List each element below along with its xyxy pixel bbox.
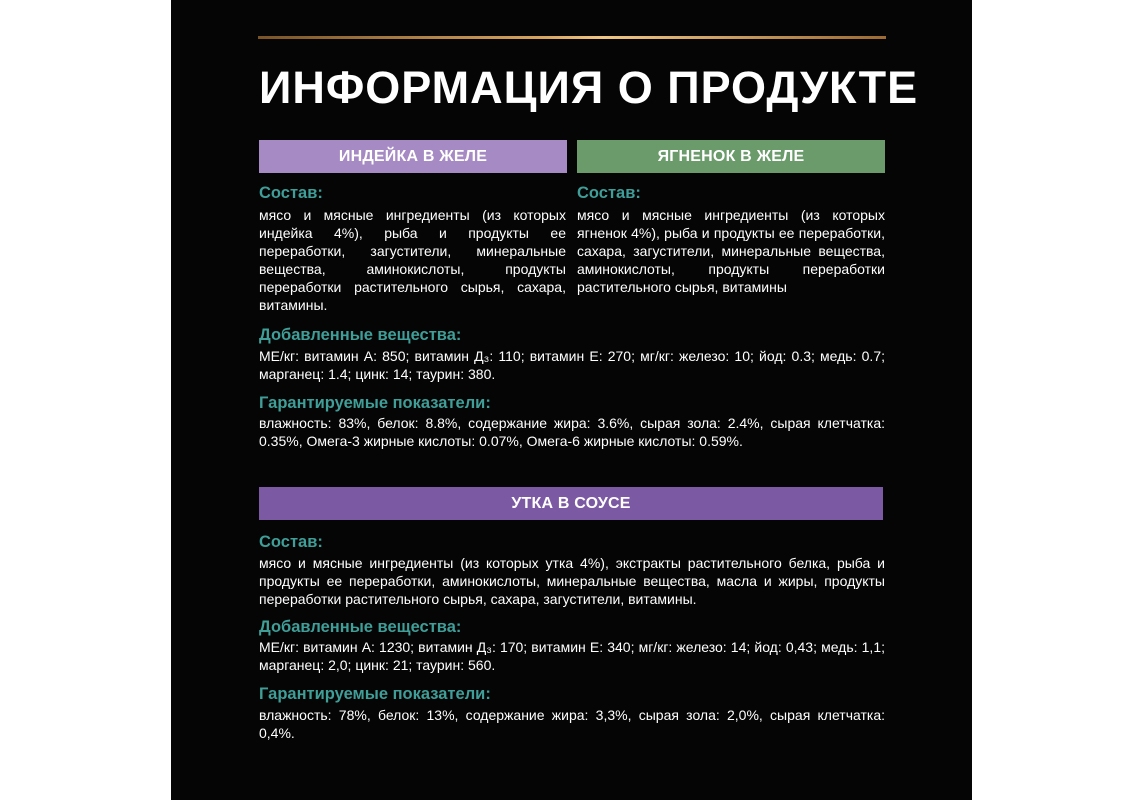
duck-composition-text: мясо и мясные ингредиенты (из которых утка 4%), экстракты растительного белка, рыба и продукты ее переработки, аминокислоты, минеральные вещества, масла и жиры, продукты переработки растительного сырья, сахара, загустители, витамины. bbox=[259, 555, 885, 607]
turkey-composition-heading: Состав: bbox=[259, 184, 323, 202]
product-info-panel bbox=[171, 0, 972, 800]
jelly-additives-heading: Добавленные вещества: bbox=[259, 326, 462, 344]
jelly-guaranteed-heading: Гарантируемые показатели: bbox=[259, 394, 491, 412]
duck-guaranteed-text: влажность: 78%, белок: 13%, содержание жира: 3,3%, сырая зола: 2,0%, сырая клетчатка: 0,4%. bbox=[259, 707, 885, 741]
lamb-composition-text: мясо и мясные ингредиенты (из которых ягненок 4%), рыба и продукты ее переработки, сахара, загустители, минеральные вещества, аминокислоты, продукты переработки растительного сырья, витамины bbox=[577, 207, 885, 295]
lamb-composition-heading: Состав: bbox=[577, 184, 641, 202]
duck-additives-text: МЕ/кг: витамин А: 1230; витамин Д₃: 170; витамин Е: 340; мг/кг: железо: 14; йод: 0,43; медь: 1,1; марганец: 2,0; цинк: 21; таурин: 560. bbox=[259, 639, 885, 673]
page-title: ИНФОРМАЦИЯ О ПРОДУКТЕ bbox=[259, 62, 919, 113]
header-lamb-jelly: ЯГНЕНОК В ЖЕЛЕ bbox=[577, 140, 885, 173]
duck-composition-heading: Состав: bbox=[259, 533, 323, 551]
duck-additives-heading: Добавленные вещества: bbox=[259, 618, 462, 636]
turkey-composition-text: мясо и мясные ингредиенты (из которых индейка 4%), рыба и продукты ее переработки, загустители, минеральные вещества, аминокислоты, продукты переработки растительного сырья, сахара, витамины. bbox=[259, 207, 566, 313]
header-duck-sauce: УТКА В СОУСЕ bbox=[259, 487, 883, 520]
jelly-additives-text: МЕ/кг: витамин А: 850; витамин Д₃: 110; витамин Е: 270; мг/кг: железо: 10; йод: 0.3; медь: 0.7; марганец: 1.4; цинк: 14; таурин: 380. bbox=[259, 348, 885, 382]
header-turkey-jelly: ИНДЕЙКА В ЖЕЛЕ bbox=[259, 140, 567, 173]
duck-guaranteed-heading: Гарантируемые показатели: bbox=[259, 685, 491, 703]
jelly-guaranteed-text: влажность: 83%, белок: 8.8%, содержание жира: 3.6%, сырая зола: 2.4%, сырая клетчатка: 0.35%, Омега-3 жирные кислоты: 0.07%, Омега-6 жирные кислоты: 0.59%. bbox=[259, 415, 885, 449]
gold-divider bbox=[258, 36, 886, 39]
